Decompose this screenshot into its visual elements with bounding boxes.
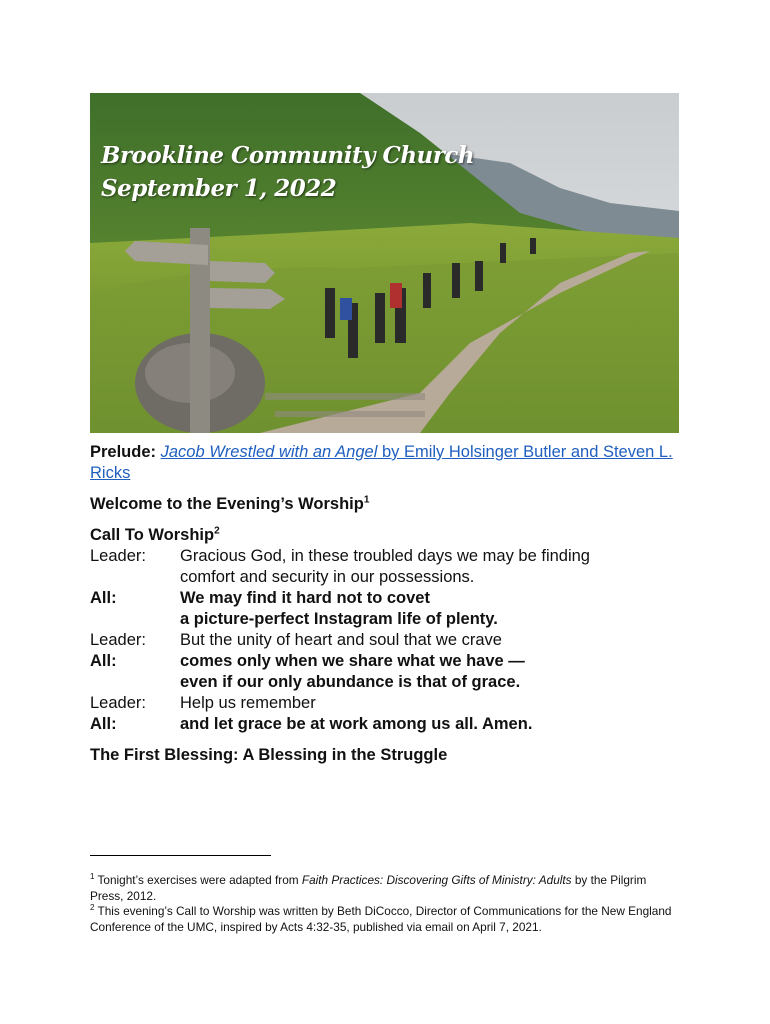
reading-text: a picture-perfect Instagram life of plenty. bbox=[180, 610, 498, 628]
speaker-role: All: bbox=[90, 652, 117, 670]
reading-text: comes only when we share what we have — bbox=[180, 652, 525, 670]
footnote-1-book-title: Faith Practices: Discovering Gifts of Ministry: Adults bbox=[301, 873, 572, 887]
footnote-2 bbox=[90, 904, 680, 935]
footnote-2-text: This evening’s Call to Worship was written by Beth DiCocco, Director of Communications for the New England Conference of the UMC, inspired by Acts 4:32-35, published via email on April 7, 2021. bbox=[90, 904, 672, 934]
footnote-1-publisher: by the Pilgrim Press, 2012. bbox=[90, 873, 647, 903]
reading-text: even if our only abundance is that of grace. bbox=[180, 673, 521, 691]
speaker-role: All: bbox=[90, 589, 117, 607]
reading-line bbox=[90, 693, 680, 714]
reading-line bbox=[90, 630, 680, 651]
hero-title bbox=[101, 139, 474, 205]
prelude-link[interactable] bbox=[90, 443, 673, 482]
reading-line bbox=[90, 546, 680, 567]
call-heading-text: Call To Worship bbox=[90, 526, 215, 544]
speaker-role: Leader: bbox=[90, 694, 146, 712]
reading-text: But the unity of heart and soul that we crave bbox=[180, 631, 502, 649]
blessing-heading: The First Blessing: A Blessing in the Struggle bbox=[90, 746, 448, 764]
footnote-ref-2[interactable]: 2 bbox=[214, 525, 220, 537]
speaker-role bbox=[90, 609, 180, 630]
footnotes bbox=[90, 873, 680, 935]
footnote-1-text: Tonight’s exercises were adapted from bbox=[94, 873, 302, 887]
call-to-worship-heading bbox=[90, 525, 680, 546]
reading-line bbox=[90, 714, 680, 735]
welcome-text: Welcome to the Evening’s Worship bbox=[90, 495, 364, 513]
reading-text: comfort and security in our possessions. bbox=[180, 568, 475, 586]
reading-text: Gracious God, in these troubled days we may be finding bbox=[180, 547, 590, 565]
footnote-1 bbox=[90, 873, 680, 904]
reading-line bbox=[90, 609, 680, 630]
speaker-role: All: bbox=[90, 715, 117, 733]
header-photo bbox=[90, 93, 679, 433]
reading-line bbox=[90, 567, 680, 588]
footnote-ref-1[interactable]: 1 bbox=[363, 494, 370, 506]
footnote-2-number: 2 bbox=[90, 903, 95, 913]
prelude-title: Jacob Wrestled with an Angel bbox=[160, 443, 378, 461]
prelude-line bbox=[90, 442, 680, 484]
welcome-heading bbox=[90, 494, 680, 515]
reading-line bbox=[90, 651, 680, 672]
order-of-worship bbox=[90, 442, 680, 766]
reading-line bbox=[90, 588, 680, 609]
reading-text: and let grace be at work among us all. Amen. bbox=[180, 715, 533, 733]
service-date: September 1, 2022 bbox=[101, 175, 337, 202]
footnote-1-number: 1 bbox=[90, 872, 95, 882]
prelude-composers: by Emily Holsinger Butler and Steven L. Ricks bbox=[90, 443, 673, 482]
footnote-divider bbox=[90, 855, 271, 856]
reading-line bbox=[90, 672, 680, 693]
speaker-role bbox=[90, 672, 180, 693]
speaker-role: Leader: bbox=[90, 547, 146, 565]
reading-text: Help us remember bbox=[180, 694, 316, 712]
prelude-label: Prelude: bbox=[90, 443, 157, 461]
church-name: Brookline Community Church bbox=[101, 142, 475, 169]
call-to-worship-lines bbox=[90, 546, 680, 735]
speaker-role bbox=[90, 567, 180, 588]
reading-text: We may find it hard not to covet bbox=[180, 589, 430, 607]
speaker-role: Leader: bbox=[90, 631, 146, 649]
